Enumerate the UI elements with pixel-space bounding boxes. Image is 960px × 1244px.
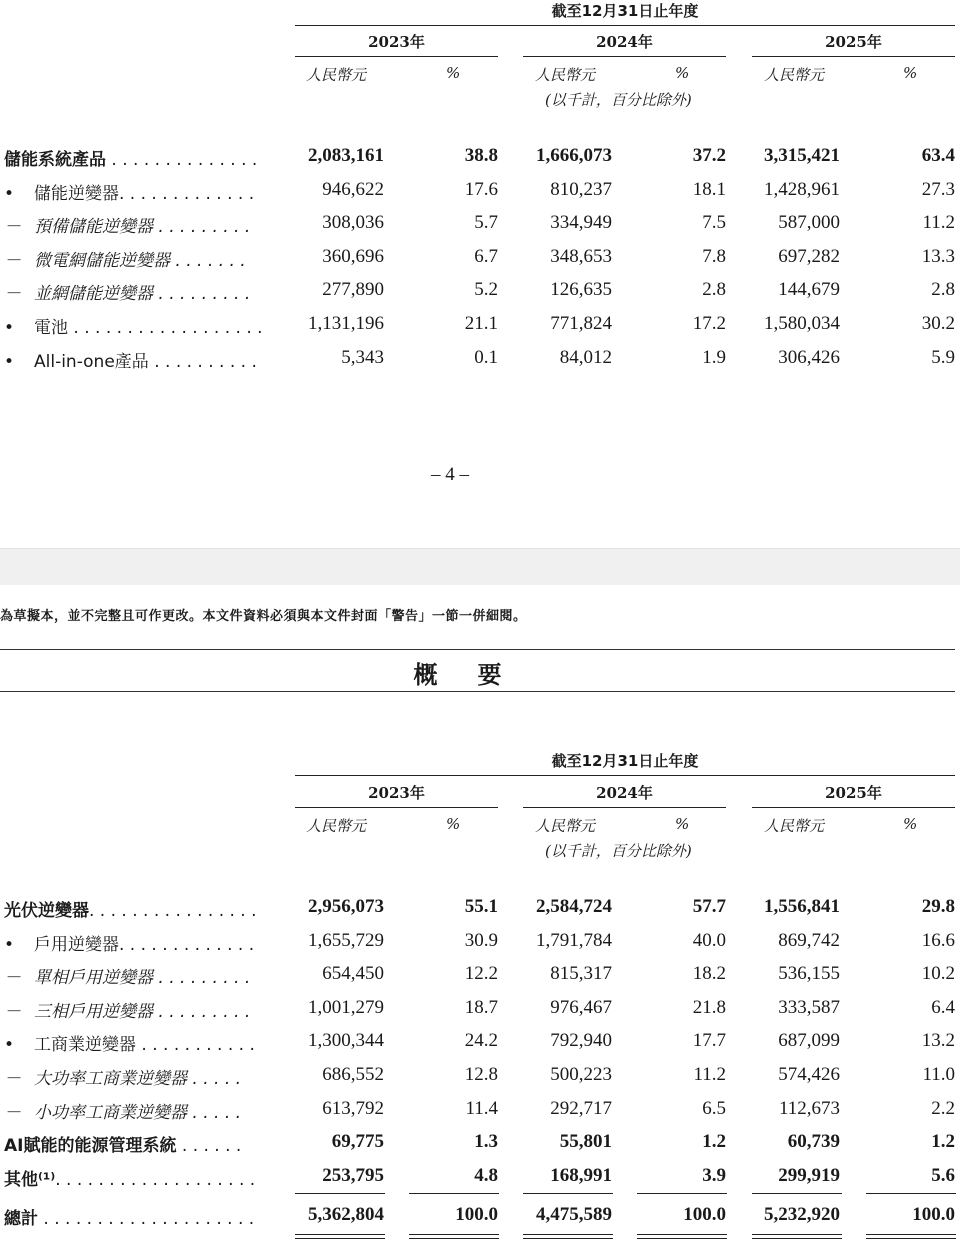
total-double-rule [752, 1238, 842, 1239]
row-label-text: 並網儲能逆變器 [34, 284, 153, 305]
cell-pct-2025: 5.6 [931, 1164, 955, 1186]
row-label [4, 963, 266, 988]
row-label-text: 小功率工商業逆變器 [34, 1102, 187, 1123]
dash-marker: － [4, 284, 21, 305]
unit-note: (以千計，百分比除外) [545, 842, 692, 860]
section-title: 概要 [413, 661, 542, 689]
table-row [0, 145, 960, 175]
year-rule [295, 807, 498, 808]
cell-pct-2023: 0.1 [474, 346, 498, 368]
cell-pct-2023: 12.2 [464, 963, 498, 985]
cell-rmb-2025: 5,232,920 [764, 1204, 840, 1226]
year-2023: 2023年 [368, 784, 425, 802]
row-label [4, 930, 266, 955]
cell-rmb-2025: 144,679 [778, 279, 840, 301]
subtotal-rule [295, 1193, 385, 1194]
row-label-text: 工商業逆變器 [34, 1035, 136, 1056]
cell-pct-2025: 100.0 [912, 1204, 955, 1226]
table-row [0, 1030, 960, 1060]
row-label-text: 光伏逆變器 [4, 901, 89, 921]
cell-rmb-2023: 69,775 [331, 1131, 384, 1153]
cell-rmb-2025: 697,282 [778, 245, 840, 267]
unit-rmb: 人民幣元 [306, 66, 367, 84]
table-row [0, 1064, 960, 1094]
table-row [0, 246, 960, 276]
unit-pct: % [903, 64, 918, 82]
cell-rmb-2024: 4,475,589 [536, 1204, 612, 1226]
cell-pct-2024: 7.8 [702, 245, 726, 267]
leader-dots: . . . . . . [176, 1136, 242, 1157]
draft-notice: 為草擬本，並不完整且可作更改。本文件資料必須與本文件封面「警告」一節一併細閱。 [0, 609, 527, 624]
cell-pct-2025: 16.6 [921, 929, 955, 951]
row-label [4, 246, 266, 271]
cell-rmb-2024: 55,801 [559, 1131, 612, 1153]
table-row [0, 997, 960, 1027]
cell-pct-2025: 11.0 [922, 1064, 955, 1085]
cell-pct-2024: 2.8 [702, 279, 726, 301]
leader-dots: . . . . . [187, 1069, 242, 1089]
leader-dots: . . . . . . . . . . . . . . [106, 150, 258, 170]
cell-pct-2023: 18.7 [464, 996, 498, 1018]
total-double-rule [295, 1234, 385, 1235]
cell-pct-2023: 12.8 [464, 1064, 498, 1085]
cell-pct-2024: 18.1 [692, 178, 726, 200]
row-label [4, 145, 266, 170]
cell-pct-2024: 7.5 [702, 212, 726, 234]
cell-pct-2024: 100.0 [683, 1204, 726, 1226]
leader-dots: . . . . . . . . . . . . . . . . . . [68, 318, 263, 338]
cell-pct-2023: 30.9 [464, 929, 498, 951]
cell-rmb-2024: 792,940 [550, 1030, 612, 1052]
dash-marker: － [4, 968, 21, 989]
cell-rmb-2023: 253,795 [322, 1164, 384, 1186]
subtotal-rule [866, 1193, 956, 1194]
dash-marker: － [4, 1069, 21, 1089]
cell-pct-2024: 11.2 [693, 1064, 726, 1085]
cell-rmb-2023: 1,300,344 [308, 1030, 384, 1052]
leader-dots: . . . . . [187, 1102, 242, 1123]
row-label [4, 279, 266, 304]
cell-rmb-2023: 613,792 [322, 1097, 384, 1119]
title-rule-bottom [0, 691, 955, 692]
cell-rmb-2024: 1,791,784 [536, 929, 612, 951]
total-double-rule [637, 1238, 727, 1239]
cell-rmb-2025: 306,426 [778, 346, 840, 368]
cell-pct-2025: 1.2 [931, 1131, 955, 1153]
cell-pct-2024: 18.2 [692, 963, 726, 985]
row-label-text: 總計 [4, 1209, 38, 1230]
row-label-text: AI賦能的能源管理系統 [4, 1136, 177, 1157]
cell-rmb-2024: 168,991 [550, 1164, 612, 1186]
leader-dots: . . . . . . . . . [153, 1001, 251, 1022]
row-label [4, 1030, 266, 1055]
cell-pct-2024: 21.8 [692, 996, 726, 1018]
cell-rmb-2024: 976,467 [550, 996, 612, 1018]
cell-pct-2023: 17.6 [464, 178, 498, 200]
cell-pct-2024: 17.2 [692, 313, 726, 334]
leader-dots: . . . . . . . . . [153, 968, 251, 989]
year-2024: 2024年 [596, 33, 653, 51]
row-label-text: 大功率工商業逆變器 [34, 1069, 187, 1089]
table-row [0, 347, 960, 377]
cell-pct-2024: 57.7 [692, 896, 726, 917]
bullet-marker: • [4, 1035, 15, 1056]
cell-rmb-2025: 869,742 [778, 929, 840, 951]
cell-rmb-2023: 946,622 [322, 178, 384, 200]
unit-pct: % [675, 815, 690, 833]
cell-pct-2023: 6.7 [474, 245, 498, 267]
dash-marker: － [4, 250, 21, 271]
year-2023: 2023年 [368, 33, 425, 51]
cell-rmb-2025: 687,099 [778, 1030, 840, 1052]
leader-dots: . . . . . . . . . [153, 217, 251, 238]
table-row [0, 1204, 960, 1234]
cell-pct-2025: 29.8 [921, 896, 955, 917]
row-label [4, 347, 266, 372]
year-rule [752, 56, 955, 57]
row-label [4, 1165, 266, 1190]
bullet-marker: • [4, 351, 15, 372]
page-number: – 4 – [431, 464, 469, 485]
unit-pct: % [446, 815, 461, 833]
cell-rmb-2024: 810,237 [550, 178, 612, 200]
unit-rmb: 人民幣元 [764, 66, 825, 84]
cell-pct-2025: 2.8 [931, 279, 955, 301]
total-double-rule [409, 1238, 499, 1239]
subtotal-rule [637, 1193, 727, 1194]
cell-pct-2023: 11.4 [465, 1097, 498, 1119]
cell-rmb-2023: 1,655,729 [308, 929, 384, 951]
unit-pct: % [903, 815, 918, 833]
cell-rmb-2024: 500,223 [550, 1064, 612, 1085]
cell-rmb-2024: 815,317 [550, 963, 612, 985]
cell-pct-2025: 13.3 [921, 245, 955, 267]
cell-rmb-2025: 333,587 [778, 996, 840, 1018]
row-label-text: 微電網儲能逆變器 [34, 250, 170, 271]
leader-dots: . . . . . . . . . [153, 284, 251, 305]
row-label [4, 1204, 266, 1229]
year-rule [752, 807, 955, 808]
row-label [4, 212, 266, 237]
row-label [4, 179, 266, 204]
table-row [0, 896, 960, 926]
row-label [4, 1064, 266, 1089]
cell-pct-2023: 21.1 [464, 313, 498, 334]
cell-pct-2023: 5.7 [474, 212, 498, 234]
header-rule [295, 25, 955, 26]
cell-pct-2025: 27.3 [921, 178, 955, 200]
row-label-text: 戶用逆變器 [34, 934, 119, 955]
cell-rmb-2025: 1,556,841 [764, 896, 840, 917]
year-2025: 2025年 [825, 33, 882, 51]
year-2024: 2024年 [596, 784, 653, 802]
bullet-marker: • [4, 183, 15, 204]
cell-pct-2024: 3.9 [702, 1164, 726, 1186]
title-rule-top [0, 649, 955, 650]
total-double-rule [523, 1234, 613, 1235]
leader-dots: . . . . . . . . . . . . . [119, 934, 255, 955]
total-double-rule [752, 1234, 842, 1235]
unit-pct: % [446, 64, 461, 82]
cell-rmb-2023: 5,362,804 [308, 1204, 384, 1226]
period-heading: 截至12月31日止年度 [551, 752, 699, 770]
table-row [0, 179, 960, 209]
cell-pct-2025: 6.4 [931, 996, 955, 1018]
table-row [0, 963, 960, 993]
cell-pct-2024: 17.7 [692, 1030, 726, 1052]
row-label-text: 預備儲能逆變器 [34, 217, 153, 238]
cell-rmb-2025: 3,315,421 [764, 145, 840, 166]
bullet-marker: • [4, 934, 15, 955]
table-row [0, 1165, 960, 1195]
subtotal-rule [523, 1193, 613, 1194]
cell-pct-2023: 24.2 [464, 1030, 498, 1052]
total-double-rule [523, 1238, 613, 1239]
cell-rmb-2025: 60,739 [787, 1131, 840, 1153]
year-rule [523, 807, 726, 808]
total-double-rule [409, 1234, 499, 1235]
row-label-text: 儲能逆變器 [34, 183, 119, 204]
table-row [0, 212, 960, 242]
total-double-rule [866, 1238, 956, 1239]
cell-pct-2023: 4.8 [474, 1164, 498, 1186]
year-rule [523, 56, 726, 57]
row-label-text: 其他⁽¹⁾ [4, 1169, 56, 1190]
cell-pct-2025: 5.9 [931, 346, 955, 368]
table-row [0, 279, 960, 309]
dash-marker: － [4, 217, 21, 238]
cell-rmb-2023: 654,450 [322, 963, 384, 985]
cell-rmb-2025: 587,000 [778, 212, 840, 234]
leader-dots: . . . . . . . . . . . . . . . . . . . [55, 1169, 256, 1190]
cell-pct-2025: 63.4 [921, 145, 955, 166]
cell-pct-2023: 1.3 [474, 1131, 498, 1153]
cell-rmb-2025: 112,673 [778, 1097, 840, 1119]
bottom-page [0, 585, 960, 1244]
table-row [0, 1098, 960, 1128]
subtotal-rule [409, 1193, 499, 1194]
cell-pct-2025: 13.2 [921, 1030, 955, 1052]
row-label [4, 1131, 266, 1156]
cell-pct-2023: 100.0 [455, 1204, 498, 1226]
leader-dots: . . . . . . . . . . . [136, 1035, 255, 1056]
table-row [0, 930, 960, 960]
leader-dots: . . . . . . . [170, 250, 246, 271]
row-label-text: 儲能系統產品 [4, 150, 106, 170]
cell-rmb-2023: 1,001,279 [308, 996, 384, 1018]
cell-rmb-2024: 84,012 [559, 346, 612, 368]
cell-rmb-2024: 1,666,073 [536, 145, 612, 166]
cell-rmb-2023: 360,696 [322, 245, 384, 267]
cell-pct-2023: 5.2 [474, 279, 498, 301]
year-2025: 2025年 [825, 784, 882, 802]
cell-pct-2023: 55.1 [464, 896, 498, 917]
cell-rmb-2025: 1,428,961 [764, 178, 840, 200]
total-double-rule [295, 1238, 385, 1239]
cell-pct-2024: 1.9 [702, 346, 726, 368]
subtotal-rule [752, 1193, 842, 1194]
cell-rmb-2023: 5,343 [341, 346, 384, 368]
cell-pct-2025: 10.2 [921, 963, 955, 985]
cell-rmb-2024: 348,653 [550, 245, 612, 267]
total-double-rule [866, 1234, 956, 1235]
row-label [4, 313, 266, 338]
unit-rmb: 人民幣元 [535, 817, 596, 835]
cell-pct-2024: 40.0 [692, 929, 726, 951]
cell-pct-2024: 1.2 [702, 1131, 726, 1153]
unit-note: (以千計，百分比除外) [545, 91, 692, 109]
cell-pct-2025: 11.2 [922, 212, 955, 234]
period-heading: 截至12月31日止年度 [551, 2, 699, 20]
cell-rmb-2023: 308,036 [322, 212, 384, 234]
cell-rmb-2024: 126,635 [550, 279, 612, 301]
cell-rmb-2025: 574,426 [778, 1064, 840, 1085]
cell-rmb-2024: 2,584,724 [536, 896, 612, 917]
year-rule [295, 56, 498, 57]
cell-pct-2023: 38.8 [464, 145, 498, 166]
dash-marker: － [4, 1001, 21, 1022]
cell-rmb-2024: 771,824 [550, 313, 612, 334]
cell-pct-2024: 37.2 [692, 145, 726, 166]
cell-pct-2025: 2.2 [931, 1097, 955, 1119]
table-row [0, 1131, 960, 1161]
leader-dots: . . . . . . . . . . . . . . . . [89, 901, 257, 921]
unit-rmb: 人民幣元 [306, 817, 367, 835]
cell-rmb-2024: 334,949 [550, 212, 612, 234]
cell-pct-2024: 6.5 [702, 1097, 726, 1119]
leader-dots: . . . . . . . . . . . . . . . . . . . . [38, 1209, 255, 1230]
cell-rmb-2024: 292,717 [550, 1097, 612, 1119]
total-double-rule [637, 1234, 727, 1235]
row-label-text: 單相戶用逆變器 [34, 968, 153, 989]
dash-marker: － [4, 1102, 21, 1123]
row-label [4, 1098, 266, 1123]
cell-rmb-2023: 1,131,196 [308, 313, 384, 334]
row-label [4, 896, 266, 921]
page-gap [0, 548, 960, 586]
row-label [4, 997, 266, 1022]
cell-rmb-2023: 686,552 [322, 1064, 384, 1085]
cell-rmb-2023: 2,083,161 [308, 145, 384, 166]
leader-dots: . . . . . . . . . . . . . [119, 183, 255, 204]
unit-rmb: 人民幣元 [764, 817, 825, 835]
bullet-marker: • [4, 318, 15, 338]
table-row [0, 313, 960, 343]
row-label-text: 電池 [34, 318, 68, 338]
header-rule [295, 775, 955, 776]
cell-rmb-2025: 1,580,034 [764, 313, 840, 334]
leader-dots: . . . . . . . . . . [148, 351, 257, 372]
cell-rmb-2023: 277,890 [322, 279, 384, 301]
unit-rmb: 人民幣元 [535, 66, 596, 84]
row-label-text: All-in-one產品 [34, 351, 149, 372]
top-page [0, 0, 960, 548]
row-label-text: 三相戶用逆變器 [34, 1001, 153, 1022]
cell-rmb-2023: 2,956,073 [308, 896, 384, 917]
cell-pct-2025: 30.2 [921, 313, 955, 334]
cell-rmb-2025: 536,155 [778, 963, 840, 985]
cell-rmb-2025: 299,919 [778, 1164, 840, 1186]
unit-pct: % [675, 64, 690, 82]
